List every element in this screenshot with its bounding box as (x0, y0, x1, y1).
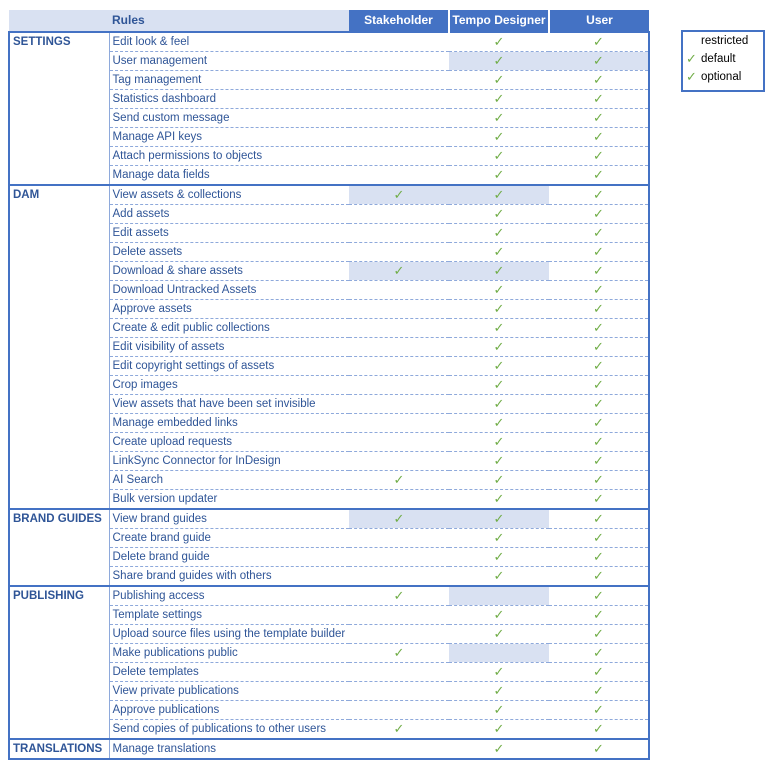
tempo-designer-cell (449, 663, 549, 682)
tempo-designer-cell (449, 548, 549, 567)
rule-label: Upload source files using the template builder (109, 625, 349, 644)
table-row (9, 739, 649, 759)
check-icon: ✓ (493, 415, 505, 430)
user-cell (549, 166, 649, 186)
tempo-designer-cell (449, 243, 549, 262)
section-label: SETTINGS (9, 32, 109, 185)
check-icon: ✓ (593, 683, 604, 698)
stakeholder-cell (349, 376, 449, 395)
check-icon: ✓ (593, 244, 604, 259)
user-cell (549, 109, 649, 128)
stakeholder-cell (349, 281, 449, 300)
stakeholder-cell (349, 509, 449, 529)
check-icon: ✓ (593, 34, 604, 49)
user-cell (549, 205, 649, 224)
stakeholder-cell (349, 71, 449, 90)
legend-label: restricted (701, 35, 749, 47)
tempo-designer-cell (449, 739, 549, 759)
user-cell (549, 414, 649, 433)
tempo-designer-cell (449, 701, 549, 720)
rule-label: Statistics dashboard (109, 90, 349, 109)
tempo-designer-cell (449, 166, 549, 186)
table-row (9, 509, 649, 529)
tempo-designer-cell (449, 71, 549, 90)
stakeholder-cell (349, 395, 449, 414)
legend-label: optional (701, 71, 742, 83)
stakeholder-cell (349, 52, 449, 71)
check-icon: ✓ (593, 91, 604, 106)
check-icon: ✓ (493, 282, 505, 297)
rule-label: Delete brand guide (109, 548, 349, 567)
table-body (9, 32, 649, 759)
tempo-designer-cell (449, 32, 549, 52)
tempo-designer-cell (449, 357, 549, 376)
check-icon: ✓ (493, 549, 505, 564)
section-label: PUBLISHING (9, 586, 109, 739)
rule-label: View private publications (109, 682, 349, 701)
check-icon: ✓ (593, 225, 604, 240)
rule-label: View assets that have been set invisible (109, 395, 349, 414)
stakeholder-cell (349, 414, 449, 433)
check-icon: ✓ (593, 377, 604, 392)
user-cell (549, 147, 649, 166)
user-cell (549, 32, 649, 52)
rule-label: Approve assets (109, 300, 349, 319)
check-icon: ✓ (493, 664, 505, 679)
check-icon: ✓ (593, 301, 604, 316)
check-icon: ✓ (493, 148, 505, 163)
check-icon: ✓ (593, 167, 604, 182)
rule-label: Publishing access (109, 586, 349, 606)
user-cell (549, 663, 649, 682)
check-icon: ✓ (493, 225, 505, 240)
user-cell (549, 243, 649, 262)
check-icon: ✓ (493, 377, 505, 392)
check-icon: ✓ (493, 683, 505, 698)
check-icon: ✓ (593, 53, 604, 68)
user-cell (549, 567, 649, 587)
header-rules: Rules (109, 10, 349, 32)
header-tempo-designer: Tempo Designer (449, 10, 549, 32)
check-icon: ✓ (593, 148, 604, 163)
check-icon: ✓ (493, 607, 505, 622)
check-icon: ✓ (493, 53, 505, 68)
stakeholder-cell (349, 606, 449, 625)
legend-item-optional (683, 68, 763, 86)
header-stakeholder: Stakeholder (349, 10, 449, 32)
stakeholder-cell (349, 338, 449, 357)
rule-label: Delete templates (109, 663, 349, 682)
rule-label: Download Untracked Assets (109, 281, 349, 300)
stakeholder-cell (349, 433, 449, 452)
rule-label: Approve publications (109, 701, 349, 720)
check-icon: ✓ (493, 396, 505, 411)
check-icon: ✓ (593, 72, 604, 87)
user-cell (549, 338, 649, 357)
stakeholder-cell (349, 452, 449, 471)
tempo-designer-cell (449, 625, 549, 644)
stakeholder-cell (349, 185, 449, 205)
check-icon: ✓ (393, 472, 405, 487)
check-icon: ✓ (493, 206, 505, 221)
user-cell (549, 644, 649, 663)
rule-label: Share brand guides with others (109, 567, 349, 587)
check-icon: ✓ (393, 721, 405, 736)
stakeholder-cell (349, 625, 449, 644)
check-icon: ✓ (593, 702, 604, 717)
stakeholder-cell (349, 471, 449, 490)
user-cell (549, 586, 649, 606)
tempo-designer-cell (449, 720, 549, 740)
check-icon: ✓ (593, 588, 604, 603)
user-cell (549, 452, 649, 471)
check-icon: ✓ (593, 358, 604, 373)
check-icon: ✓ (593, 339, 604, 354)
check-icon: ✓ (393, 645, 405, 660)
rule-label: Manage data fields (109, 166, 349, 186)
stakeholder-cell (349, 319, 449, 338)
rule-label: Create upload requests (109, 433, 349, 452)
rule-label: Create brand guide (109, 529, 349, 548)
tempo-designer-cell (449, 529, 549, 548)
check-icon: ✓ (493, 511, 505, 526)
check-icon: ✓ (593, 187, 604, 202)
stakeholder-cell (349, 300, 449, 319)
check-icon: ✓ (593, 626, 604, 641)
check-icon: ✓ (593, 607, 604, 622)
user-cell (549, 71, 649, 90)
check-icon: ✓ (593, 129, 604, 144)
tempo-designer-cell (449, 586, 549, 606)
rule-label: Add assets (109, 205, 349, 224)
section-label: DAM (9, 185, 109, 509)
section-label: BRAND GUIDES (9, 509, 109, 586)
rule-label: Send copies of publications to other users (109, 720, 349, 740)
rule-label: Make publications public (109, 644, 349, 663)
check-icon: ✓ (493, 129, 505, 144)
check-icon: ✓ (493, 187, 505, 202)
check-icon: ✓ (493, 453, 505, 468)
tempo-designer-cell (449, 471, 549, 490)
rule-label: View assets & collections (109, 185, 349, 205)
check-icon: ✓ (493, 320, 505, 335)
rule-label: Edit assets (109, 224, 349, 243)
check-icon: ✓ (493, 34, 505, 49)
stakeholder-cell (349, 682, 449, 701)
rule-label: Create & edit public collections (109, 319, 349, 338)
stakeholder-cell (349, 90, 449, 109)
tempo-designer-cell (449, 205, 549, 224)
check-icon: ✓ (493, 339, 505, 354)
stakeholder-cell (349, 490, 449, 510)
stakeholder-cell (349, 262, 449, 281)
stakeholder-cell (349, 548, 449, 567)
check-icon: ✓ (393, 588, 405, 603)
user-cell (549, 281, 649, 300)
check-icon: ✓ (493, 568, 505, 583)
rule-label: Edit look & feel (109, 32, 349, 52)
tempo-designer-cell (449, 490, 549, 510)
user-cell (549, 433, 649, 452)
check-icon: ✓ (593, 263, 604, 278)
user-cell (549, 529, 649, 548)
stakeholder-cell (349, 147, 449, 166)
table-row (9, 586, 649, 606)
stakeholder-cell (349, 529, 449, 548)
check-icon: ✓ (493, 244, 505, 259)
check-icon: ✓ (593, 396, 604, 411)
check-icon: ✓ (493, 72, 505, 87)
user-cell (549, 319, 649, 338)
check-icon: ✓ (593, 568, 604, 583)
tempo-designer-cell (449, 414, 549, 433)
rule-label: AI Search (109, 471, 349, 490)
tempo-designer-cell (449, 338, 549, 357)
user-cell (549, 395, 649, 414)
stakeholder-cell (349, 32, 449, 52)
rule-label: Crop images (109, 376, 349, 395)
tempo-designer-cell (449, 90, 549, 109)
tempo-designer-cell (449, 509, 549, 529)
check-icon: ✓ (493, 702, 505, 717)
check-icon: ✓ (593, 549, 604, 564)
user-cell (549, 490, 649, 510)
user-cell (549, 625, 649, 644)
tempo-designer-cell (449, 128, 549, 147)
rule-label: Manage API keys (109, 128, 349, 147)
check-icon: ✓ (493, 358, 505, 373)
check-icon: ✓ (493, 721, 505, 736)
check-icon: ✓ (593, 206, 604, 221)
check-icon: ✓ (593, 320, 604, 335)
check-icon: ✓ (593, 434, 604, 449)
stakeholder-cell (349, 243, 449, 262)
check-icon: ✓ (493, 741, 505, 756)
user-cell (549, 701, 649, 720)
user-cell (549, 548, 649, 567)
user-cell (549, 720, 649, 740)
stakeholder-cell (349, 166, 449, 186)
rule-label: Edit visibility of assets (109, 338, 349, 357)
rule-label: Template settings (109, 606, 349, 625)
stakeholder-cell (349, 109, 449, 128)
user-cell (549, 224, 649, 243)
stakeholder-cell (349, 586, 449, 606)
stakeholder-cell (349, 739, 449, 759)
tempo-designer-cell (449, 319, 549, 338)
stakeholder-cell (349, 128, 449, 147)
user-cell (549, 52, 649, 71)
check-icon: ✓ (593, 741, 604, 756)
check-icon: ✓ (593, 453, 604, 468)
check-icon: ✓ (393, 263, 405, 278)
tempo-designer-cell (449, 52, 549, 71)
user-cell (549, 357, 649, 376)
user-cell (549, 300, 649, 319)
check-icon: ✓ (493, 91, 505, 106)
tempo-designer-cell (449, 452, 549, 471)
check-icon: ✓ (593, 282, 604, 297)
legend-label: default (701, 53, 736, 65)
user-cell (549, 471, 649, 490)
check-icon: ✓ (593, 472, 604, 487)
check-icon: ✓ (593, 530, 604, 545)
legend-item-restricted (683, 32, 763, 50)
table-row (9, 185, 649, 205)
user-cell (549, 128, 649, 147)
legend-check-icon: ✓ (686, 69, 697, 84)
check-icon: ✓ (593, 511, 604, 526)
user-cell (549, 606, 649, 625)
check-icon: ✓ (593, 415, 604, 430)
stakeholder-cell (349, 205, 449, 224)
tempo-designer-cell (449, 224, 549, 243)
check-icon: ✓ (493, 491, 505, 506)
user-cell (549, 739, 649, 759)
stakeholder-cell (349, 567, 449, 587)
stakeholder-cell (349, 663, 449, 682)
check-icon: ✓ (493, 110, 505, 125)
tempo-designer-cell (449, 185, 549, 205)
table-header-row (9, 10, 649, 32)
user-cell (549, 90, 649, 109)
legend-check-icon: ✓ (686, 51, 697, 66)
check-icon: ✓ (493, 263, 505, 278)
user-cell (549, 509, 649, 529)
tempo-designer-cell (449, 376, 549, 395)
check-icon: ✓ (493, 434, 505, 449)
check-icon: ✓ (393, 187, 405, 202)
tempo-designer-cell (449, 147, 549, 166)
stakeholder-cell (349, 357, 449, 376)
legend-item-default (683, 50, 763, 68)
check-icon: ✓ (593, 664, 604, 679)
tempo-designer-cell (449, 281, 549, 300)
rule-label: User management (109, 52, 349, 71)
rule-label: Download & share assets (109, 262, 349, 281)
stakeholder-cell (349, 644, 449, 663)
user-cell (549, 682, 649, 701)
check-icon: ✓ (493, 626, 505, 641)
rule-label: Bulk version updater (109, 490, 349, 510)
check-icon: ✓ (593, 491, 604, 506)
rule-label: LinkSync Connector for InDesign (109, 452, 349, 471)
tempo-designer-cell (449, 300, 549, 319)
rule-label: Send custom message (109, 109, 349, 128)
rule-label: Attach permissions to objects (109, 147, 349, 166)
table-row (9, 32, 649, 52)
tempo-designer-cell (449, 644, 549, 663)
rule-label: View brand guides (109, 509, 349, 529)
rule-label: Delete assets (109, 243, 349, 262)
check-icon: ✓ (493, 472, 505, 487)
rule-label: Edit copyright settings of assets (109, 357, 349, 376)
rule-label: Manage embedded links (109, 414, 349, 433)
tempo-designer-cell (449, 567, 549, 587)
stakeholder-cell (349, 720, 449, 740)
tempo-designer-cell (449, 682, 549, 701)
check-icon: ✓ (493, 301, 505, 316)
user-cell (549, 376, 649, 395)
rule-label: Manage translations (109, 739, 349, 759)
tempo-designer-cell (449, 262, 549, 281)
rule-label: Tag management (109, 71, 349, 90)
check-icon: ✓ (493, 530, 505, 545)
header-blank-cell (9, 10, 109, 32)
check-icon: ✓ (493, 167, 505, 182)
tempo-designer-cell (449, 109, 549, 128)
user-cell (549, 185, 649, 205)
check-icon: ✓ (593, 110, 604, 125)
permissions-table (8, 10, 650, 760)
tempo-designer-cell (449, 395, 549, 414)
stakeholder-cell (349, 224, 449, 243)
header-user: User (549, 10, 649, 32)
stakeholder-cell (349, 701, 449, 720)
user-cell (549, 262, 649, 281)
check-icon: ✓ (593, 721, 604, 736)
check-icon: ✓ (593, 645, 604, 660)
tempo-designer-cell (449, 606, 549, 625)
section-label: TRANSLATIONS (9, 739, 109, 759)
legend (681, 30, 765, 92)
check-icon: ✓ (393, 511, 405, 526)
tempo-designer-cell (449, 433, 549, 452)
